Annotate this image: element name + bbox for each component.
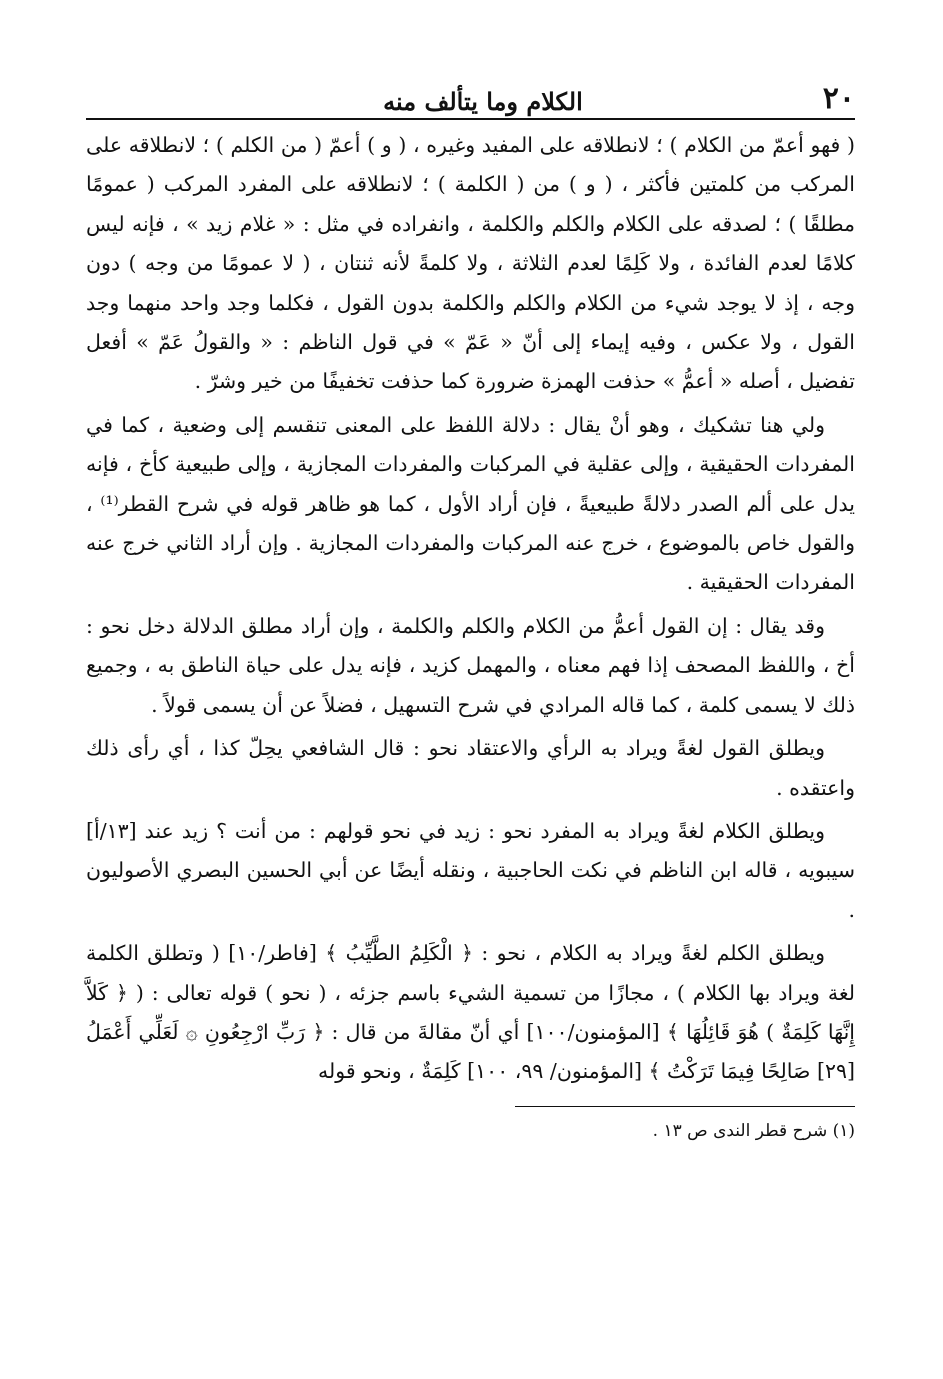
paragraph-2: ولي هنا تشكيك ، وهو أنْ يقال : دلالة اللفظ على المعنى تنقسم إلى وضعية ، كما في المفردات الحقيقية ، وإلى عقلية في المركبات والمفردات المجازية ، وإلى طبيعية كأخ ، فإنه يدل على ألم الصدر دلالةً طبيعيةً ، فإن أراد الأول ، كما هو ظاهر قوله في شرح القطر⁽¹⁾ ، والقول خاص بالموضوع ، خرج عنه المركبات والمفردات المجازية . وإن أراد الثاني خرج عنه المفردات الحقيقية . [86,412,855,595]
paragraph-1: ( فهو أعمّ من الكلام ) ؛ لانطلاقه على المفيد وغيره ، ( و ) أعمّ ( من الكلم ) ؛ لانطلاقه على المركب من كلمتين فأكثر ، ( و ) من ( الكلمة ) ؛ لانطلاقه على المفرد المركب ( عمومًا مطلقًا ) ؛ لصدقه على الكلام والكلم والكلمة ، وانفراده في مثل : « غلام زيد » ، فإنه ليس كلامًا لعدم الفائدة ، ولا كَلِمًا لعدم الثلاثة ، ولا كلمةً لأنه ثنتان ، ( لا عمومًا من وجه ) دون وجه ، إذ لا يوجد شيء من الكلام والكلم والكلمة بدون القول ، فكلما وجد واحد منهما وجد القول ، ولا عكس ، وفيه إيماء إلى أنّ « عَمّ » في قول الناظم : « والقولُ عَمّ » أفعل تفضيل ، أصله « أعمُّ » حذفت الهمزة ضرورة كما حذفت تخفيفًا من خير وشرّ . [86,133,855,394]
page-header [86,78,855,120]
footnote: (١) شرح قطر الندى ص ١٣ . [652,1120,855,1141]
body-text [86,126,855,1092]
paragraph-3: وقد يقال : إن القول أعمُّ من الكلام والكلم والكلمة ، وإن أراد مطلق الدلالة دخل نحو : أخ ، واللفظ المصحف إذا فهم معناه ، والمهمل كزيد ، فإنه يدل على حياة الناطق به ، وجميع ذلك لا يسمى كلمة ، كما قاله المرادي في شرح التسهيل ، فضلاً عن أن يسمى قولاً . [86,613,855,717]
running-title: الكلام وما يتألف منه [383,87,583,116]
paragraph-5: ويطلق الكلام لغةً ويراد به المفرد نحو : زيد في نحو قولهم : من أنت ؟ زيد عند [١٣/أ] سيبويه ، قاله ابن الناظم في نكت الحاجبية ، ونقله أيضًا عن أبي الحسين البصري الأصوليون . [86,818,855,922]
paragraph-6: ويطلق الكلم لغةً ويراد به الكلام ، نحو : ﴿ الْكَلِمُ الطَّيِّبُ ﴾ [فاطر/١٠] ( وتطلق الكلمة لغة ويراد بها الكلام ) ، مجازًا من تسمية الشيء باسم جزئه ، ( نحو ) قوله تعالى : ( ﴿ كَلاَّ إِنَّهَا كَلِمَةٌ ) هُوَ قَائِلُهَا ﴾ [المؤمنون/١٠٠] أي أنّ مقالةَ من قال : ﴿ رَبِّ ارْجِعُونِ ۞ لَعَلِّي أَعْمَلُ [٢٩] صَالِحًا فِيمَا تَرَكْتُ ﴾ [المؤمنون/ ٩٩، ١٠٠] كَلِمَةٌ ، ونحو قوله [86,941,855,1084]
footnote-divider [515,1106,855,1107]
page-number: ٢٠ [822,81,855,116]
paragraph-4: ويطلق القول لغةً ويراد به الرأي والاعتقاد نحو : قال الشافعي يحِلّ كذا ، أي رأى ذلك واعتقده . [86,736,855,800]
